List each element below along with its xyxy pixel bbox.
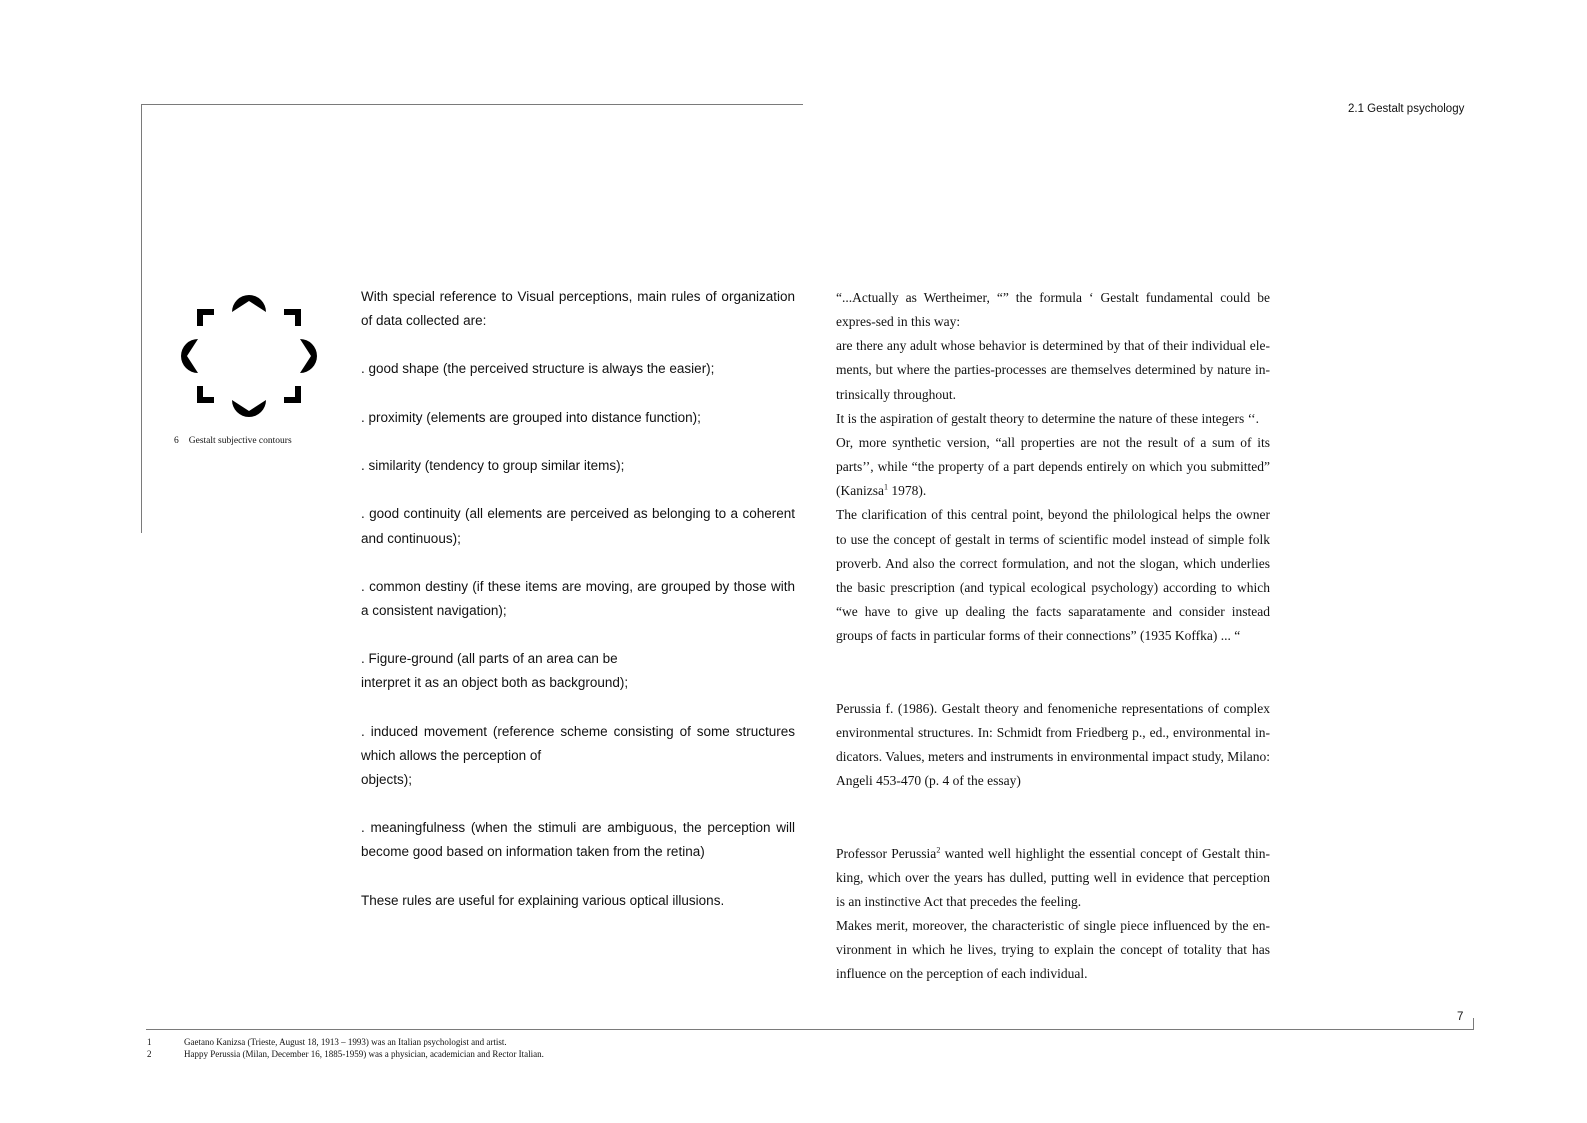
spacer — [836, 648, 1270, 696]
bottom-rule-tick — [1473, 1018, 1474, 1030]
left-rule — [141, 104, 142, 533]
caption-number: 6 — [174, 436, 179, 446]
rule-induced-movement — [361, 720, 795, 792]
running-head: 2.1 Gestalt psychology — [1348, 103, 1465, 115]
footnotes — [147, 1036, 544, 1060]
page-number: 7 — [1457, 1011, 1464, 1023]
bottom-rule — [146, 1029, 1474, 1030]
perussia-paragraph — [836, 842, 1270, 914]
pacman-right — [300, 339, 317, 373]
environment-paragraph: Makes merit, moreover, the characteristic of single piece influenced by the en-vironment in which he lives, trying to explain the concept of totality that has influence on the perception of each individual. — [836, 918, 1270, 982]
perussia-paragraph-text: wanted well highlight the essential concept of Gestalt thin-king, which over the years has dulled, putting well in evidence that perception is an instinctive Act that precedes the feeling. — [836, 845, 1270, 909]
perussia-paragraph-name: Professor Perussia — [836, 845, 937, 861]
footnote-text: Gaetano Kanizsa (Trieste, August 18, 1913 – 1993) was an Italian psychologist and artist. — [184, 1037, 507, 1047]
footnote-ref-1: 1 — [883, 482, 888, 492]
intro-paragraph: With special reference to Visual perceptions, main rules of organization of data collected are: — [361, 289, 795, 329]
quote-part-3: It is the aspiration of gestalt theory to determine the nature of these integers ‘‘. — [836, 410, 1259, 426]
footnote-ref-2: 2 — [936, 845, 941, 855]
right-column — [836, 286, 1270, 987]
corner-top-right — [284, 312, 298, 326]
quote-part-4 — [836, 431, 1270, 503]
reference-citation: Perussia f. (1986). Gestalt theory and fenomeniche representations of complex environmental structures. In: Schmidt from Friedberg p., ed., environmental in-dicators. Values, meters and instruments in environmental impact study, Milano: Angeli 453-470 (p. 4 of the essay) — [836, 700, 1270, 789]
quote-part-4-text: Or, more synthetic version, “all properties are not the result of a sum of its parts’’, while “the property of a part depends entirely on which you submitted” (Kanizsa — [836, 434, 1270, 499]
quote-part-1: “...Actually as Wertheimer, “” the formula ‘ Gestalt fundamental could be expres-sed in this way: — [836, 290, 1270, 330]
spacer — [836, 793, 1270, 841]
quote-part-4-year: 1978). — [887, 483, 927, 499]
closing-paragraph: These rules are useful for explaining various optical illusions. — [361, 892, 725, 908]
rule-meaningfulness: . meaningfulness (when the stimuli are ambiguous, the perception will become good based on information taken from the retina) — [361, 820, 795, 860]
footnote-number: 2 — [147, 1049, 152, 1059]
rule-proximity: . proximity (elements are grouped into distance function); — [361, 409, 701, 425]
rule-induced-movement-line-2: objects); — [361, 772, 413, 788]
footnote-2 — [147, 1048, 544, 1060]
figure-caption — [174, 436, 292, 446]
caption-text: Gestalt subjective contours — [188, 436, 292, 446]
pacman-top — [232, 295, 266, 312]
rule-figure-ground-line-2: interpret it as an object both as background); — [361, 675, 629, 691]
corner-top-left — [200, 312, 214, 326]
corner-bottom-right — [284, 386, 298, 400]
pacman-left — [181, 339, 198, 373]
rule-good-shape: . good shape (the perceived structure is always the easier); — [361, 361, 715, 377]
left-column — [361, 285, 795, 913]
footnote-1 — [147, 1036, 544, 1048]
rule-figure-ground-line-1: . Figure-ground (all parts of an area can be — [361, 651, 618, 667]
kanizsa-contours-illustration — [180, 290, 320, 426]
top-rule — [141, 104, 803, 105]
corner-bottom-left — [200, 386, 214, 400]
rule-common-destiny: . common destiny (if these items are moving, are grouped by those with a consistent navigation); — [361, 578, 795, 618]
quote-part-5: The clarification of this central point, beyond the philological helps the owner to use the concept of gestalt in terms of scientific model instead of simple folk proverb. And also the correct formulation, and not the slogan, which underlies the basic prescription (and typical ecological psychology) according to which “we have to give up dealing the facts saparatamente and consider instead groups of facts in particular forms of their connections” (1935 Koffka) ... “ — [836, 507, 1270, 644]
quote-part-2: are there any adult whose behavior is determined by that of their individual ele-ments, but where the parties-processes are themselves determined by nature in-trinsically throughout. — [836, 338, 1270, 402]
pacman-bottom — [232, 400, 266, 417]
rule-good-continuity: . good continuity (all elements are perceived as belonging to a coherent and continuous); — [361, 506, 795, 546]
rule-figure-ground — [361, 647, 795, 695]
rule-induced-movement-line-1: . induced movement (reference scheme consisting of some structures which allows the perception of — [361, 723, 795, 763]
footnote-number: 1 — [147, 1037, 152, 1047]
gestalt-figure — [180, 290, 320, 426]
rule-similarity: . similarity (tendency to group similar items); — [361, 458, 625, 474]
footnote-text: Happy Perussia (Milan, December 16, 1885-1959) was a physician, academician and Rector Italian. — [184, 1049, 544, 1059]
